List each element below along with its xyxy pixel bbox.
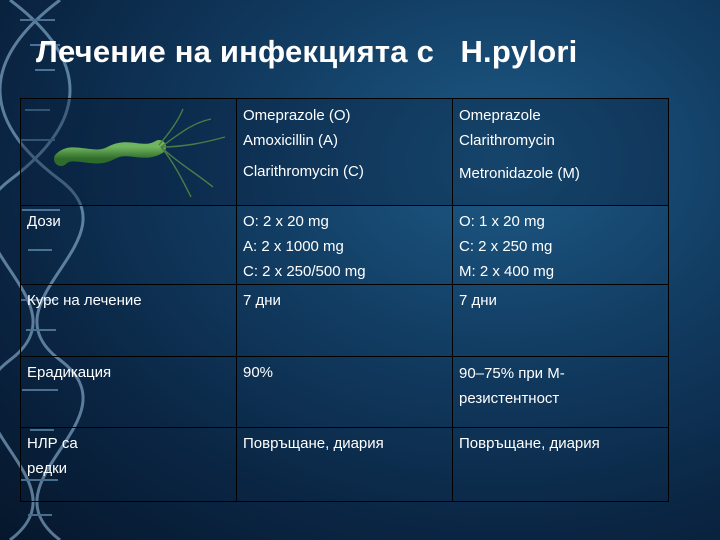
cell-regimen-1: 7 дни	[237, 285, 453, 357]
row-label: Курс на лечение	[21, 285, 237, 357]
header-regimen-1-line: Amoxicillin (A)	[243, 132, 339, 149]
cell-regimen-1	[237, 206, 453, 285]
row-label-line: НЛР са	[27, 435, 78, 452]
eradication-line: 90–75% при M-	[459, 365, 565, 382]
header-regimen-2	[453, 99, 669, 206]
dose-line: O: 1 x 20 mg	[459, 213, 545, 230]
table-row-side-effects	[21, 428, 669, 502]
cell-regimen-2: Повръщане, диария	[453, 428, 669, 502]
header-regimen-1	[237, 99, 453, 206]
dose-line: A: 2 x 1000 mg	[243, 238, 344, 255]
cell-regimen-1: 90%	[237, 357, 453, 428]
row-label	[21, 428, 237, 502]
cell-regimen-2	[453, 206, 669, 285]
eradication-line: резистентност	[459, 390, 560, 407]
dose-line: O: 2 x 20 mg	[243, 213, 329, 230]
helicobacter-bacterium-icon	[33, 101, 233, 199]
header-regimen-1-line: Clarithromycin (C)	[243, 163, 364, 180]
header-regimen-2-line: Omeprazole	[459, 107, 541, 124]
row-label-line: редки	[27, 460, 68, 477]
dose-line: M: 2 x 400 mg	[459, 263, 555, 280]
cell-regimen-1: Повръщане, диария	[237, 428, 453, 502]
cell-regimen-2: 7 дни	[453, 285, 669, 357]
header-image-cell	[21, 99, 237, 206]
table-header-row	[21, 99, 669, 206]
treatment-table	[20, 98, 669, 502]
slide-title: Лечение на инфекцията с H.pylori	[36, 34, 578, 69]
cell-regimen-2	[453, 357, 669, 428]
table-row-course	[21, 285, 669, 357]
row-label: Ерадикация	[21, 357, 237, 428]
table-row-eradication	[21, 357, 669, 428]
dose-line: C: 2 x 250/500 mg	[243, 263, 366, 280]
row-label: Дози	[21, 206, 237, 285]
header-regimen-1-line: Omeprazole (O)	[243, 107, 351, 124]
header-regimen-2-line: Metronidazole (M)	[459, 165, 580, 182]
header-regimen-2-line: Clarithromycin	[459, 132, 555, 149]
table-row-doses	[21, 206, 669, 285]
dose-line: C: 2 x 250 mg	[459, 238, 553, 255]
